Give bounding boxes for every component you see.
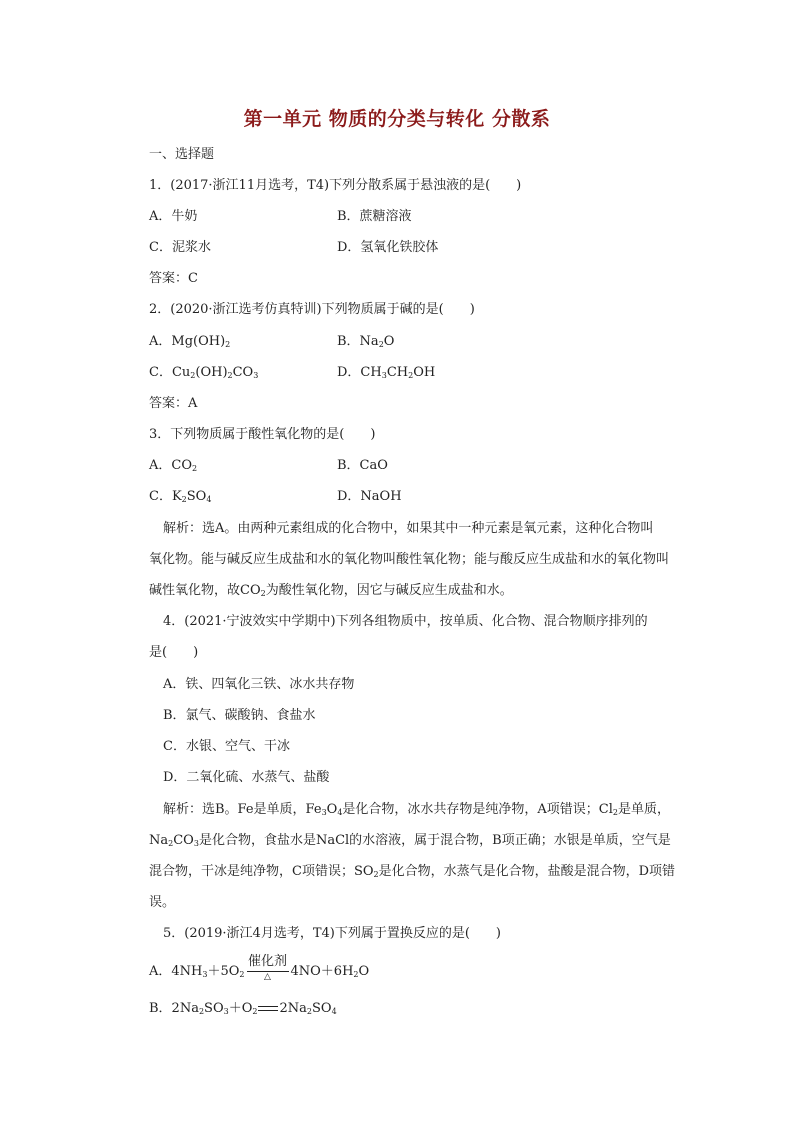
question-1-stem: 1．(2017·浙江11月选考，T4)下列分散系属于悬浊液的是( ) (149, 178, 522, 193)
q4-option-d: D．二氧化硫、水蒸气、盐酸 (163, 770, 330, 785)
q2-answer: 答案：A (149, 396, 198, 411)
question-4-stem-line-1: 4．(2021·宁波效实中学期中)下列各组物质中，按单质、化合物、混合物顺序排列的 (163, 614, 648, 629)
q4-explanation-line-2: $Na_2CO_3$是化合物，食盐水是NaCl的水溶液，属于混合物，B项正确；水银是单质，空气是 (149, 833, 671, 848)
q4-option-a: A．铁、四氧化三铁、冰水共存物 (163, 677, 355, 692)
q1-option-a: A．牛奶 (149, 209, 198, 224)
q2-option-c: C．$Cu_2(OH)_2CO_3$ (149, 365, 259, 380)
q2-option-d: D．$CH_3CH_2OH$ (337, 365, 436, 380)
question-3-stem: 3．下列物质属于酸性氧化物的是( ) (149, 427, 376, 442)
q3-option-d: D．NaOH (337, 489, 402, 504)
equals-sign (257, 1006, 279, 1012)
q2-option-a: A．$Mg(OH)_2$ (149, 334, 231, 349)
q4-explanation-line-4: 误。 (149, 895, 176, 910)
q4-explanation-line-1: 解析：选B。Fe是单质，$Fe_3O_4$是化合物，冰水共存物是纯净物，A项错误；$Cl_2$是单质， (163, 802, 671, 817)
question-5-stem: 5．(2019·浙江4月选考，T4)下列属于置换反应的是( ) (163, 926, 501, 941)
q3-explanation-line-3: 碱性氧化物，故$CO_2$为酸性氧化物，因它与碱反应生成盐和水。 (149, 583, 513, 598)
heat-symbol: △ (264, 972, 271, 982)
q3-option-c: C．$K_2SO_4$ (149, 489, 212, 504)
q5-option-b: B．$2Na_2SO_3+O_2$ $2Na_2SO_4$ (149, 1001, 337, 1016)
q2-option-b: B．$Na_2O$ (337, 334, 395, 349)
q3-explanation-line-1: 解析：选A。由两种元素组成的化合物中，如果其中一种元素是氧元素，这种化合物叫 (163, 521, 654, 536)
q3-explanation-line-2: 氧化物。能与碱反应生成盐和水的氧化物叫酸性氧化物；能与酸反应生成盐和水的氧化物叫 (149, 552, 670, 567)
q3-option-b: B．CaO (337, 458, 388, 473)
q4-option-b: B．氯气、碳酸钠、食盐水 (163, 708, 316, 723)
q3-option-a: A．$CO_2$ (149, 458, 198, 473)
question-4-stem-line-2: 是( ) (149, 645, 199, 660)
q1-option-d: D．氢氧化铁胶体 (337, 240, 439, 255)
q1-answer: 答案：C (149, 271, 198, 286)
q4-option-c: C．水银、空气、干冰 (163, 739, 290, 754)
catalyst-label: 催化剂 (247, 954, 287, 969)
reaction-condition-arrow (245, 954, 291, 982)
section-heading: 一、选择题 (149, 147, 215, 162)
q5-option-a: A．$4NH_3+5O_2$ 催化剂 △ $4NO+6H_2O$ (149, 954, 370, 982)
question-2-stem: 2．(2020·浙江选考仿真特训)下列物质属于碱的是( ) (149, 302, 475, 317)
q4-explanation-line-3: 混合物，干冰是纯净物，C项错误；$SO_2$是化合物，水蒸气是化合物，盐酸是混合物，D项错 (149, 864, 676, 879)
page-title: 第一单元 物质的分类与转化 分散系 (243, 108, 551, 130)
q1-option-b: B．蔗糖溶液 (337, 209, 412, 224)
q1-option-c: C．泥浆水 (149, 240, 211, 255)
